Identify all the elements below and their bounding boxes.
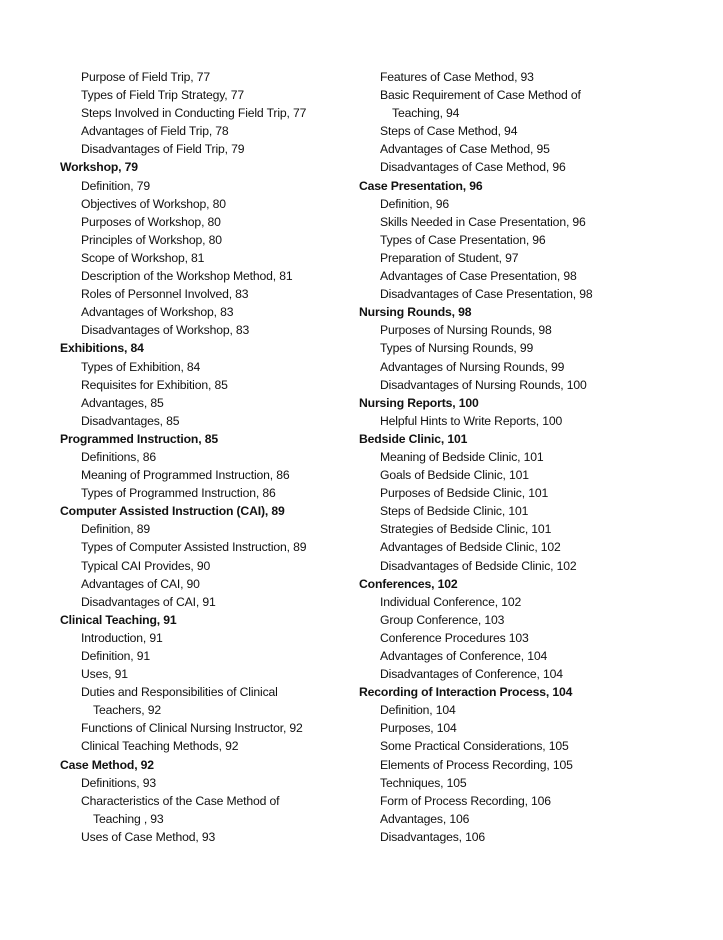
toc-entry: Uses of Case Method, 93 xyxy=(81,829,216,844)
toc-section-heading: Programmed Instruction, 85 xyxy=(60,431,218,446)
toc-section-heading: Conferences, 102 xyxy=(359,576,458,591)
toc-entry: Purpose of Field Trip, 77 xyxy=(81,70,211,84)
toc-entry-continuation: Teachers, 92 xyxy=(93,703,161,718)
toc-entry: Purposes of Workshop, 80 xyxy=(81,214,221,229)
toc-entry: Techniques, 105 xyxy=(380,775,467,790)
toc-entry: Disadvantages, 85 xyxy=(81,413,180,428)
toc-entry: Clinical Teaching Methods, 92 xyxy=(81,739,239,754)
toc-entry: Disadvantages of Case Presentation, 98 xyxy=(380,287,593,302)
toc-left-column xyxy=(60,68,360,846)
toc-entry: Advantages of Field Trip, 78 xyxy=(81,124,229,139)
toc-entry: Scope of Workshop, 81 xyxy=(81,250,205,265)
toc-entry: Goals of Bedside Clinic, 101 xyxy=(380,468,529,483)
toc-entry: Advantages of CAI, 90 xyxy=(81,576,200,591)
toc-entry: Uses, 91 xyxy=(81,667,128,682)
toc-entry: Advantages, 85 xyxy=(81,395,164,410)
toc-entry: Purposes of Nursing Rounds, 98 xyxy=(380,323,552,338)
toc-entry: Types of Nursing Rounds, 99 xyxy=(380,341,534,356)
toc-entry: Features of Case Method, 93 xyxy=(380,70,534,84)
toc-entry: Disadvantages of Workshop, 83 xyxy=(81,323,250,338)
toc-entry: Advantages, 106 xyxy=(380,811,470,826)
toc-section-heading: Case Method, 92 xyxy=(60,757,154,772)
toc-entry: Meaning of Programmed Instruction, 86 xyxy=(81,468,290,483)
toc-section-heading: Exhibitions, 84 xyxy=(60,341,144,356)
toc-entry: Introduction, 91 xyxy=(81,630,163,645)
toc-section-heading: Bedside Clinic, 101 xyxy=(359,431,468,446)
toc-entry: Basic Requirement of Case Method of xyxy=(380,88,581,103)
toc-entry: Advantages of Nursing Rounds, 99 xyxy=(380,359,565,374)
toc-entry: Individual Conference, 102 xyxy=(380,594,522,609)
toc-entry: Duties and Responsibilities of Clinical xyxy=(81,685,278,700)
toc-entry: Skills Needed in Case Presentation, 96 xyxy=(380,214,586,229)
toc-entry: Principles of Workshop, 80 xyxy=(81,232,222,247)
toc-entry: Steps Involved in Conducting Field Trip, 77 xyxy=(81,106,307,121)
toc-entry: Typical CAI Provides, 90 xyxy=(81,558,211,573)
toc-entry: Definition, 91 xyxy=(81,649,151,663)
toc-entry: Definitions, 93 xyxy=(81,775,156,790)
toc-entry: Requisites for Exhibition, 85 xyxy=(81,377,228,392)
toc-entry: Functions of Clinical Nursing Instructor, 92 xyxy=(81,721,303,736)
toc-entry: Types of Exhibition, 84 xyxy=(81,359,201,374)
toc-entry: Meaning of Bedside Clinic, 101 xyxy=(380,449,544,464)
toc-entry: Advantages of Conference, 104 xyxy=(380,649,548,663)
toc-entry: Preparation of Student, 97 xyxy=(380,250,519,265)
toc-entry: Group Conference, 103 xyxy=(380,612,505,627)
toc-entry: Advantages of Case Presentation, 98 xyxy=(380,269,577,284)
toc-entry: Elements of Process Recording, 105 xyxy=(380,757,573,772)
toc-entry: Advantages of Case Method, 95 xyxy=(380,142,550,157)
toc-section-heading: Clinical Teaching, 91 xyxy=(60,612,177,627)
toc-entry: Objectives of Workshop, 80 xyxy=(81,196,226,211)
toc-entry: Types of Programmed Instruction, 86 xyxy=(81,486,276,501)
toc-entry: Conference Procedures 103 xyxy=(380,630,529,645)
toc-entry: Form of Process Recording, 106 xyxy=(380,793,551,808)
toc-entry: Types of Case Presentation, 96 xyxy=(380,232,546,247)
toc-entry: Disadvantages of Case Method, 96 xyxy=(380,160,566,175)
toc-entry: Disadvantages of Bedside Clinic, 102 xyxy=(380,558,577,573)
toc-entry: Advantages of Bedside Clinic, 102 xyxy=(380,540,561,555)
toc-entry: Types of Field Trip Strategy, 77 xyxy=(81,88,244,103)
toc-section-heading: Recording of Interaction Process, 104 xyxy=(359,685,573,700)
toc-entry: Disadvantages of Conference, 104 xyxy=(380,667,563,682)
toc-entry: Helpful Hints to Write Reports, 100 xyxy=(380,413,563,428)
toc-entry: Disadvantages of Field Trip, 79 xyxy=(81,142,245,157)
toc-section-heading: Case Presentation, 96 xyxy=(359,178,483,193)
toc-entry: Definition, 79 xyxy=(81,178,151,193)
toc-entry: Roles of Personnel Involved, 83 xyxy=(81,287,249,302)
toc-entry: Definition, 89 xyxy=(81,522,151,537)
toc-entry-continuation: Teaching , 93 xyxy=(93,811,164,826)
toc-entry: Disadvantages of Nursing Rounds, 100 xyxy=(380,377,587,392)
toc-section-heading: Nursing Rounds, 98 xyxy=(359,305,472,320)
toc-entry: Definitions, 86 xyxy=(81,449,156,464)
toc-entry: Advantages of Workshop, 83 xyxy=(81,305,234,320)
toc-section-heading: Workshop, 79 xyxy=(60,160,138,175)
toc-entry: Steps of Bedside Clinic, 101 xyxy=(380,504,529,519)
toc-section-heading: Computer Assisted Instruction (CAI), 89 xyxy=(60,504,285,519)
toc-entry: Steps of Case Method, 94 xyxy=(380,124,518,139)
toc-entry: Types of Computer Assisted Instruction, 89 xyxy=(81,540,307,555)
toc-entry: Some Practical Considerations, 105 xyxy=(380,739,569,754)
toc-entry-continuation: Teaching, 94 xyxy=(392,106,460,121)
toc-entry: Definition, 104 xyxy=(380,703,456,718)
toc-entry: Disadvantages, 106 xyxy=(380,829,486,844)
toc-entry: Purposes of Bedside Clinic, 101 xyxy=(380,486,549,501)
toc-entry: Strategies of Bedside Clinic, 101 xyxy=(380,522,552,537)
toc-right-column xyxy=(359,68,679,846)
toc-entry: Disadvantages of CAI, 91 xyxy=(81,594,216,609)
toc-section-heading: Nursing Reports, 100 xyxy=(359,395,479,410)
toc-entry: Definition, 96 xyxy=(380,196,450,211)
toc-entry: Purposes, 104 xyxy=(380,721,457,736)
toc-entry: Characteristics of the Case Method of xyxy=(81,793,280,808)
toc-entry: Description of the Workshop Method, 81 xyxy=(81,269,293,284)
